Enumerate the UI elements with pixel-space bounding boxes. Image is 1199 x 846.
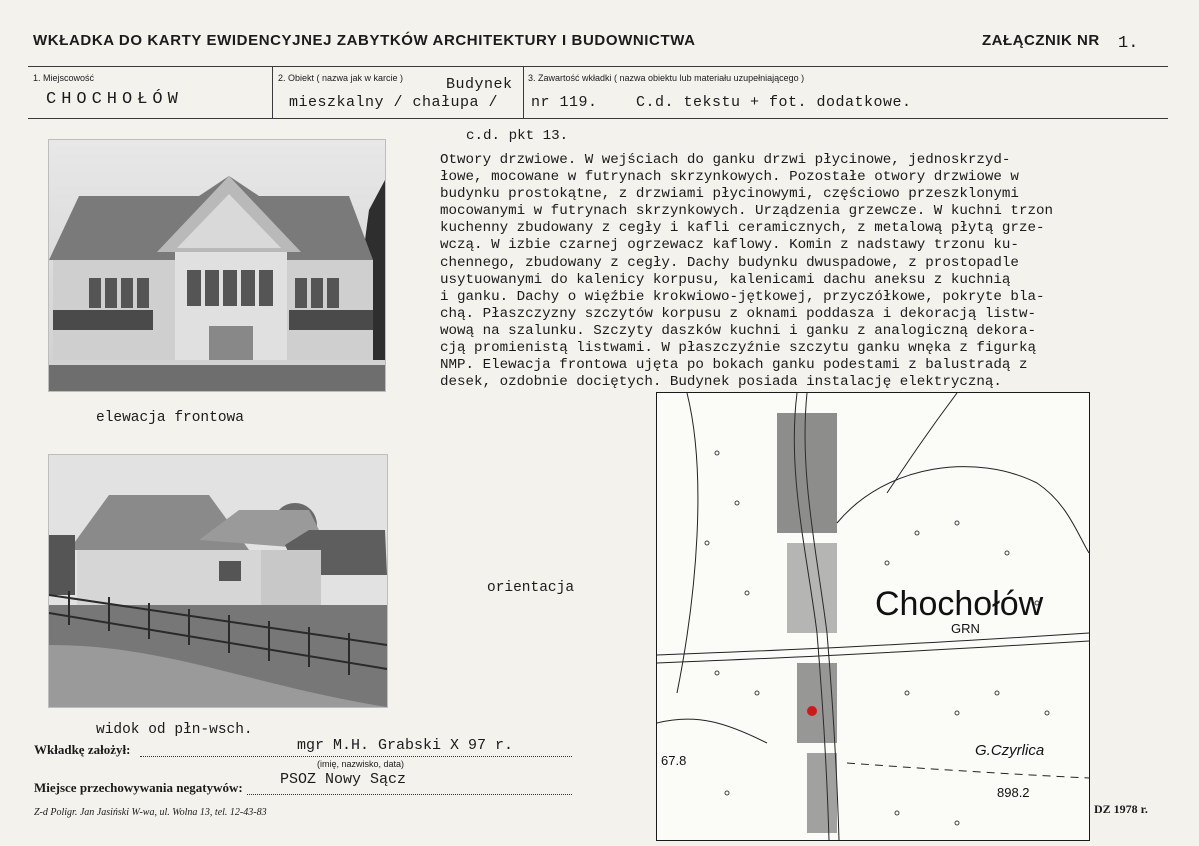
map-hill-name: G.Czyrlica [975, 742, 1045, 759]
annex-label: ZAŁĄCZNIK NR [982, 32, 1100, 49]
body-line: chą. Płaszczyzny szczytów korpusu z oknami poddasza i dekoracją listw- [440, 305, 1036, 322]
orientation-map [656, 392, 1090, 841]
front-elevation-photo [48, 139, 386, 392]
body-line: mocowanymi w futrynach skrzynkowych. Urządzenia grzewcze. W kuchni trzon [440, 203, 1053, 220]
front-elevation-caption: elewacja frontowa [96, 410, 244, 426]
content-value-number: nr 119. [531, 94, 598, 111]
body-line: chennego, zbudowany z cegły. Dachy budynku dwuspadowe, z prostopadle [440, 254, 1019, 271]
body-line: kuchenny zbudowany z cegły i kafli ceramicznych, z metalową płytą grze- [440, 220, 1045, 237]
object-value-line2: mieszkalny / chałupa / [289, 94, 499, 111]
author-value: mgr M.H. Grabski X 97 r. [297, 737, 514, 754]
body-line: wową na szalunku. Szczyty daszków kuchni i ganku z analogiczną dekora- [440, 322, 1036, 339]
body-line: cją promienistą listwami. W płaszczyźnie szczytu ganku wnęka z figurką [440, 340, 1036, 357]
map-drawing [657, 393, 1089, 840]
storage-value: PSOZ Nowy Sącz [280, 771, 407, 788]
storage-label: Miejsce przechowywania negatywów: [34, 780, 243, 795]
locality-label: 1. Miejscowość [33, 73, 95, 83]
body-line: desek, ozdobnie dociętych. Budynek posiada instalację elektryczną. [440, 374, 1002, 391]
body-line: i ganku. Dachy o więźbie krokwiowo-jętkowej, przyczółkowe, pokryte bla- [440, 288, 1045, 305]
body-line: usytuowanymi do kalenicy korpusu, kalenicami dachu aneksu z kuchnią [440, 271, 1011, 288]
object-value-line1: Budynek [446, 76, 513, 93]
body-line: budynku prostokątne, z drzwiami płycinowymi, częściowo przeszklonymi [440, 186, 1019, 203]
field-divider-1 [272, 66, 273, 118]
body-line: wczą. W izbie czarnej ogrzewacz kaflowy. Komin z nadstawy trzonu ku- [440, 237, 1019, 254]
storage-dots [247, 794, 572, 795]
house-front-illustration [49, 140, 385, 391]
map-place-name: Chochołów [875, 585, 1044, 623]
body-line: Otwory drzwiowe. W wejściach do ganku drzwi płycinowe, jednoskrzyd- [440, 152, 1011, 168]
author-hint: (imię, nazwisko, data) [317, 759, 405, 769]
body-heading: c.d. pkt 13. [466, 128, 569, 144]
map-height-right: 898.2 [997, 785, 1030, 800]
body-text [440, 152, 1160, 391]
location-marker [807, 706, 817, 716]
card-title: WKŁADKA DO KARTY EWIDENCYJNEJ ZABYTKÓW ARCHITEKTURY I BUDOWNICTWA [33, 32, 696, 49]
ne-view-photo [48, 454, 388, 708]
content-value-desc: C.d. tekstu + fot. dodatkowe. [636, 94, 912, 111]
author-dots [140, 756, 572, 757]
map-height-left: 67.8 [661, 753, 687, 768]
form-code: DZ 1978 r. [1094, 802, 1148, 816]
object-label: 2. Obiekt ( nazwa jak w karcie ) [278, 73, 404, 83]
map-admin-label: GRN [951, 621, 980, 636]
field-top-rule [28, 66, 1168, 67]
locality-value: CHOCHOŁÓW [46, 90, 183, 109]
field-bottom-rule [28, 118, 1168, 119]
orientation-label: orientacja [487, 580, 575, 596]
house-ne-illustration [49, 455, 387, 707]
ne-view-caption: widok od płn-wsch. [96, 722, 253, 738]
body-line: łowe, mocowane w futrynach skrzynkowych. Pozostałe otwory drzwiowe w [440, 169, 1019, 186]
content-label: 3. Zawartość wkładki ( nazwa obiektu lub materiału uzupełniającego ) [528, 73, 805, 83]
annex-number: 1. [1118, 34, 1139, 53]
field-divider-2 [523, 66, 524, 118]
author-label: Wkładkę założył: [34, 742, 131, 757]
printer-imprint: Z-d Poligr. Jan Jasiński W-wa, ul. Wolna 13, tel. 12-43-83 [34, 807, 267, 818]
body-line: NMP. Elewacja frontowa ujęta po bokach ganku podestami z balustradą z [440, 357, 1028, 374]
